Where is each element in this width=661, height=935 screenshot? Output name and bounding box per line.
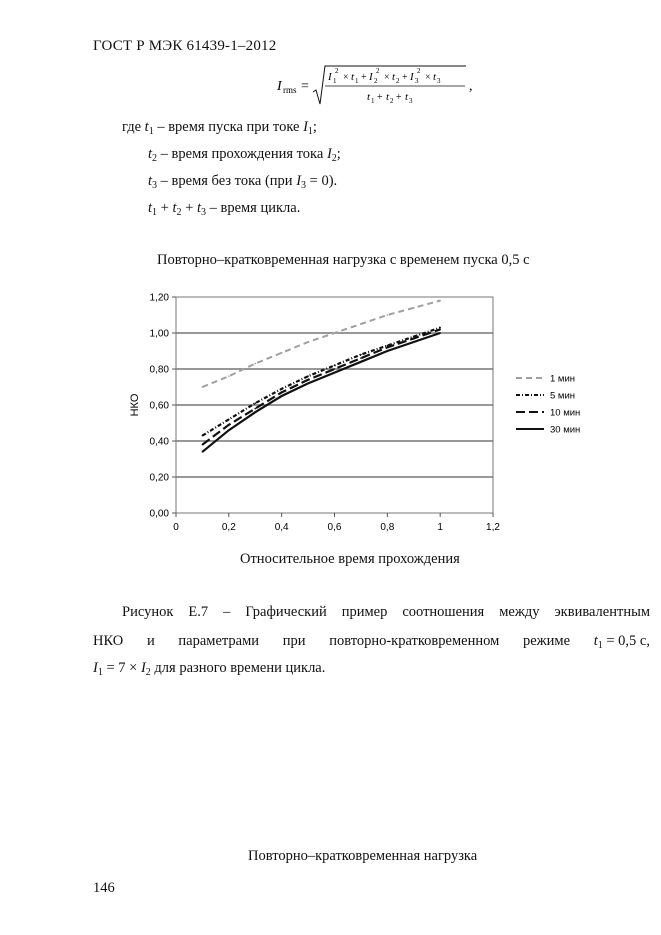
y-tick-label: 1,20 xyxy=(149,292,169,304)
data-point xyxy=(307,383,309,385)
caption-word: и xyxy=(146,633,155,649)
data-point xyxy=(202,451,204,453)
data-point xyxy=(387,314,389,316)
data-point xyxy=(254,411,256,413)
sym-I: I xyxy=(140,660,146,676)
data-point xyxy=(360,323,362,325)
sym-t: t xyxy=(144,119,149,135)
num-sup: 2 xyxy=(376,67,380,75)
data-point xyxy=(413,338,415,340)
y-tick-label: 0,80 xyxy=(149,364,169,376)
line-chart xyxy=(110,285,630,545)
den-sub: 3 xyxy=(409,97,413,105)
num-sup: 2 xyxy=(417,67,421,75)
definition-t3 xyxy=(148,173,337,190)
caption-word: Графический xyxy=(245,604,327,620)
num-symbol: t xyxy=(392,71,396,83)
data-point xyxy=(228,419,230,421)
num-symbol: I xyxy=(369,71,373,83)
sub: 2 xyxy=(152,153,158,164)
num-symbol: I xyxy=(410,71,414,83)
sym-t: t xyxy=(148,146,153,162)
den-operator: + xyxy=(377,92,383,103)
caption-line-1 xyxy=(122,604,650,621)
x-tick-label: 0,4 xyxy=(274,522,289,533)
data-point xyxy=(334,368,336,370)
sub: 2 xyxy=(145,667,151,678)
caption-t1-value: $t_1 = 0,5$ с, xyxy=(593,633,650,651)
num-sup: 2 xyxy=(335,67,339,75)
definition-t2 xyxy=(148,146,341,163)
caption-word: соотношения xyxy=(402,604,485,620)
num-symbol: t xyxy=(433,71,437,83)
den-symbol: t xyxy=(367,91,371,103)
data-point xyxy=(281,392,283,394)
sym-I: I xyxy=(296,173,302,189)
caption-line-3 xyxy=(93,660,650,677)
data-point xyxy=(360,354,362,356)
sym-I: I xyxy=(303,119,308,135)
caption-word: при xyxy=(282,633,306,649)
data-point xyxy=(387,347,389,349)
num-sub: 1 xyxy=(333,77,337,85)
data-point xyxy=(202,444,204,446)
legend-label: 5 мин xyxy=(550,390,576,402)
x-tick-label: 0,2 xyxy=(221,522,236,533)
punct: ; xyxy=(336,146,341,162)
num-operator: × xyxy=(343,72,349,83)
legend xyxy=(516,374,580,436)
data-point xyxy=(439,332,441,334)
num-symbol: t xyxy=(351,71,355,83)
num-sub: 3 xyxy=(437,77,441,85)
data-point xyxy=(202,435,204,437)
data-point xyxy=(360,357,362,359)
num-operator: + xyxy=(402,72,408,83)
x-tick-label: 0,6 xyxy=(327,522,342,533)
formula-equals: = xyxy=(301,79,309,94)
caption-word: параметрами xyxy=(178,633,260,649)
sub: 1 xyxy=(307,126,313,137)
data-point xyxy=(439,327,441,329)
x-ticks xyxy=(173,513,500,533)
data-point xyxy=(334,372,336,374)
den-sub: 2 xyxy=(390,97,394,105)
x-tick-label: 1,2 xyxy=(486,522,500,533)
data-point xyxy=(439,329,441,331)
def-text: – время пуска при токе xyxy=(153,119,304,135)
y-tick-label: 0,00 xyxy=(149,508,169,520)
document-header: ГОСТ Р МЭК 61439-1–2012 xyxy=(93,38,277,54)
den-operator: + xyxy=(396,92,402,103)
num-operator: × xyxy=(425,72,431,83)
num-operator: + xyxy=(361,72,367,83)
caption-word: НКО xyxy=(93,633,124,649)
data-point xyxy=(228,375,230,377)
def-text: – время прохождения тока xyxy=(157,146,327,162)
sym-t: t xyxy=(196,200,201,216)
sub: 3 xyxy=(152,180,158,191)
rms-formula xyxy=(275,58,475,108)
sub: 1 xyxy=(97,667,103,678)
formula-denominator xyxy=(367,91,413,105)
definition-t1 xyxy=(122,119,317,136)
data-point xyxy=(307,375,309,377)
def-text: = 0). xyxy=(306,173,338,189)
page-number: 146 xyxy=(93,880,115,896)
caption-word: Е.7 xyxy=(188,604,209,620)
punct: ; xyxy=(312,119,317,135)
caption-word: режиме xyxy=(522,633,571,649)
def-text: – время цикла. xyxy=(205,200,301,216)
data-point xyxy=(228,424,230,426)
num-sub: 2 xyxy=(396,77,400,85)
legend-label: 30 мин xyxy=(550,424,581,436)
num-sub: 1 xyxy=(355,77,359,85)
definition-cycle xyxy=(148,200,300,217)
caption-word: между xyxy=(499,604,540,620)
caption-word: эквивалентным xyxy=(554,604,650,620)
sub: 3 xyxy=(301,180,307,191)
y-axis-label: НКО xyxy=(129,393,141,417)
sub: 1 xyxy=(152,207,158,218)
formula-lhs: I xyxy=(277,79,282,94)
legend-label: 10 мин xyxy=(550,407,581,419)
y-tick-label: 1,00 xyxy=(149,328,169,340)
y-tick-label: 0,40 xyxy=(149,436,169,448)
data-point xyxy=(413,307,415,309)
plus: + xyxy=(181,200,197,216)
data-point xyxy=(281,352,283,354)
num-operator: × xyxy=(384,72,390,83)
caption-text: для разного времени цикла. xyxy=(150,660,326,676)
y-ticks xyxy=(150,293,176,520)
data-point xyxy=(307,341,309,343)
data-point xyxy=(307,379,309,381)
data-point xyxy=(202,386,204,388)
legend-label: 1 мин xyxy=(550,373,576,385)
data-point xyxy=(334,332,336,334)
section-heading: Повторно–кратковременная нагрузка xyxy=(248,848,478,864)
data-point xyxy=(281,388,283,390)
data-point xyxy=(387,350,389,352)
caption-word: повторно-кратковременном xyxy=(329,633,500,649)
data-point xyxy=(281,395,283,397)
sub: 2 xyxy=(331,153,337,164)
plus: + xyxy=(157,200,173,216)
sub: 1 xyxy=(148,126,154,137)
formula-lhs-sub: rms xyxy=(283,85,297,95)
sub: 2 xyxy=(176,207,182,218)
num-symbol: I xyxy=(328,71,332,83)
caption-word: – xyxy=(223,604,231,620)
y-tick-label: 0,60 xyxy=(149,400,169,412)
data-point xyxy=(228,429,230,431)
intro-word: где xyxy=(122,119,142,135)
x-tick-label: 0 xyxy=(173,522,179,533)
data-point xyxy=(254,408,256,410)
def-text: – время без тока (при xyxy=(157,173,297,189)
y-tick-label: 0,20 xyxy=(149,472,169,484)
data-point xyxy=(254,402,256,404)
sym-t: t xyxy=(172,200,177,216)
data-point xyxy=(439,300,441,302)
sym-t: t xyxy=(148,173,153,189)
sym-I: I xyxy=(93,660,98,676)
num-sub: 2 xyxy=(374,77,378,85)
data-point xyxy=(334,365,336,367)
data-point xyxy=(254,363,256,365)
x-tick-label: 1 xyxy=(437,522,443,533)
sub: 3 xyxy=(200,207,206,218)
chart-title: Повторно–кратковременная нагрузка с временем пуска 0,5 с xyxy=(157,252,530,268)
caption-word: пример xyxy=(341,604,388,620)
formula-trailing-comma: , xyxy=(469,79,473,94)
data-point xyxy=(360,361,362,363)
data-point xyxy=(413,341,415,343)
caption-word: Рисунок xyxy=(122,604,174,620)
den-symbol: t xyxy=(405,91,409,103)
sym-t: t xyxy=(148,200,153,216)
num-sub: 3 xyxy=(415,77,419,85)
x-axis-title: Относительное время прохождения xyxy=(240,551,460,567)
sym-I: I xyxy=(326,146,332,162)
formula-numerator xyxy=(327,67,441,85)
x-tick-label: 0,8 xyxy=(380,522,395,533)
den-sub: 1 xyxy=(371,97,375,105)
den-symbol: t xyxy=(386,91,390,103)
caption-line-2 xyxy=(93,633,650,650)
caption-text: = 7 × xyxy=(102,660,141,676)
